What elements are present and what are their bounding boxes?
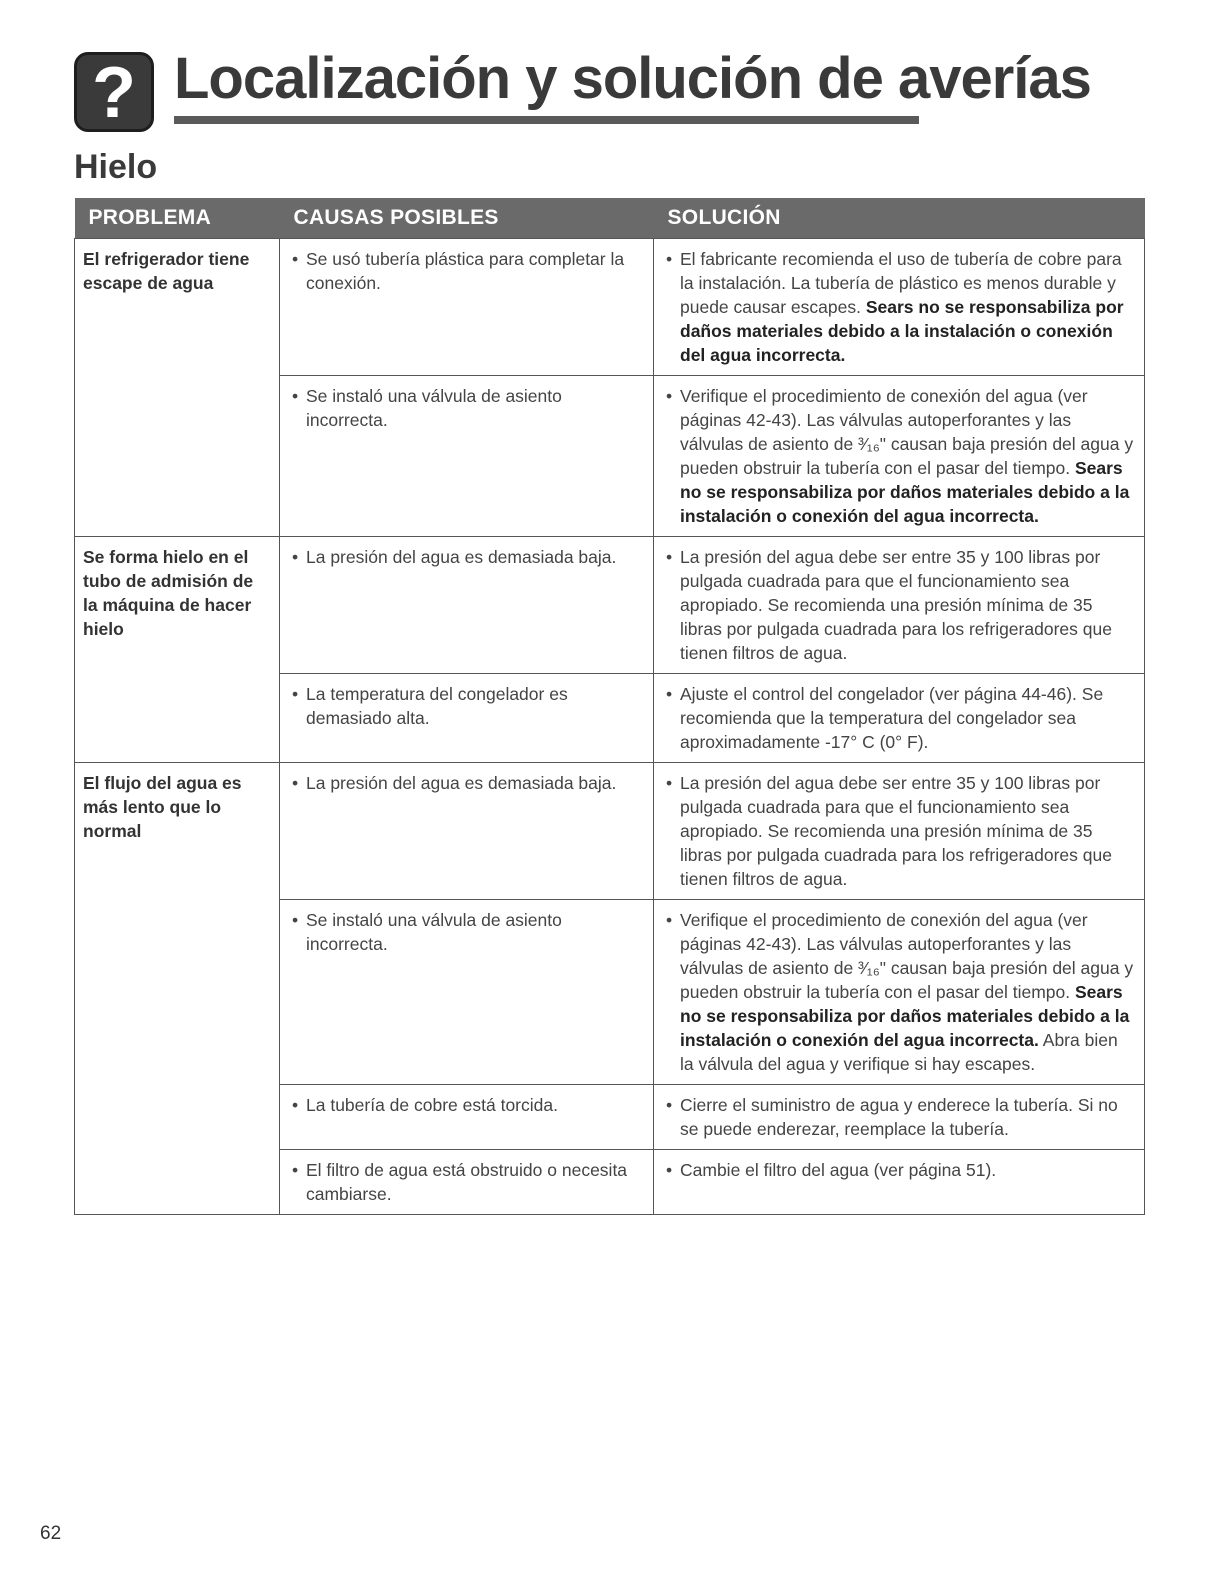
solution-main: Ajuste el control del congelador (ver página 44-46). Se recomienda que la temperatura del congelador sea aproximadamente -17° C (0° F). — [680, 684, 1104, 752]
problem-cell: El refrigerador tiene escape de agua — [75, 239, 280, 537]
solution-cell — [654, 1085, 1145, 1150]
solution-cell — [654, 537, 1145, 674]
table-row — [75, 239, 1145, 376]
solution-main: Verifique el procedimiento de conexión del agua (ver páginas 42-43). Las válvulas autoperforantes y las válvulas de asiento de ³⁄₁₆" causan baja presión del agua y pueden obstruir la tubería con el pasar del tiempo. — [680, 386, 1134, 478]
cause-text: • La presión del agua es demasiada baja. — [288, 545, 645, 569]
cause-cell — [280, 1085, 654, 1150]
solution-warning: Sears no se responsabiliza por daños materiales debido a la instalación o conexión del agua incorrecta. — [680, 458, 1130, 526]
solution-text — [662, 908, 1136, 1076]
cause-text: • Se instaló una válvula de asiento incorrecta. — [288, 384, 645, 432]
solution-cell — [654, 1150, 1145, 1215]
solution-warning: Sears no se responsabiliza por daños materiales debido a la instalación o conexión del agua incorrecta. — [680, 982, 1130, 1050]
cause-cell — [280, 674, 654, 763]
cause-cell — [280, 537, 654, 674]
solution-main: Verifique el procedimiento de conexión del agua (ver páginas 42-43). Las válvulas autoperforantes y las válvulas de asiento de ³⁄₁₆" causan baja presión del agua y pueden obstruir la tubería con el pasar del tiempo. — [680, 910, 1134, 1002]
cause-text: • La temperatura del congelador es demasiado alta. — [288, 682, 645, 730]
header-solution: SOLUCIÓN — [654, 198, 1145, 239]
solution-text — [662, 771, 1136, 891]
header-causes: CAUSAS POSIBLES — [280, 198, 654, 239]
cause-cell — [280, 900, 654, 1085]
solution-main: La presión del agua debe ser entre 35 y 100 libras por pulgada cuadrada para que el funcionamiento sea apropiado. Se recomienda una presión mínima de 35 libras por pulgada cuadrada para los refrigeradores que tienen filtros de agua. — [680, 547, 1112, 663]
page-number: 62 — [40, 1523, 62, 1544]
solution-cell — [654, 674, 1145, 763]
solution-warning: Sears no se responsabiliza por daños materiales debido a la instalación o conexión del agua incorrecta. — [680, 297, 1124, 365]
cause-cell — [280, 376, 654, 537]
solution-main: Cambie el filtro del agua (ver página 51). — [680, 1160, 997, 1180]
cause-text: • El filtro de agua está obstruido o necesita cambiarse. — [288, 1158, 645, 1206]
cause-cell — [280, 239, 654, 376]
solution-text — [662, 545, 1136, 665]
table-row — [75, 763, 1145, 900]
troubleshooting-table — [74, 198, 1145, 1215]
solution-text — [662, 682, 1136, 754]
table-header-row — [75, 198, 1145, 239]
section-title: Hielo — [74, 148, 158, 186]
cause-text: • La tubería de cobre está torcida. — [288, 1093, 645, 1117]
solution-main: El fabricante recomienda el uso de tubería de cobre para la instalación. La tubería de plástico es menos durable y puede causar escapes. — [680, 249, 1122, 317]
solution-cell — [654, 376, 1145, 537]
problem-cell: El flujo del agua es más lento que lo normal — [75, 763, 280, 1215]
cause-cell — [280, 763, 654, 900]
title-underline — [174, 116, 919, 124]
page-title: Localización y solución de averías — [174, 46, 1091, 111]
solution-cell — [654, 900, 1145, 1085]
solution-cell — [654, 763, 1145, 900]
solution-text — [662, 384, 1136, 528]
cause-cell — [280, 1150, 654, 1215]
solution-tail: Abra bien la válvula del agua y verifique si hay escapes. — [680, 1030, 1118, 1074]
solution-text — [662, 1158, 1136, 1182]
solution-cell — [654, 239, 1145, 376]
cause-text: • La presión del agua es demasiada baja. — [288, 771, 645, 795]
solution-text — [662, 1093, 1136, 1141]
problem-cell: Se forma hielo en el tubo de admisión de la máquina de hacer hielo — [75, 537, 280, 763]
table-body — [75, 239, 1145, 1215]
solution-text — [662, 247, 1136, 367]
question-mark-icon: ? — [74, 52, 154, 132]
solution-main: Cierre el suministro de agua y enderece la tubería. Si no se puede enderezar, reemplace la tubería. — [680, 1095, 1118, 1139]
table-row — [75, 537, 1145, 674]
cause-text: • Se instaló una válvula de asiento incorrecta. — [288, 908, 645, 956]
solution-main: La presión del agua debe ser entre 35 y 100 libras por pulgada cuadrada para que el funcionamiento sea apropiado. Se recomienda una presión mínima de 35 libras por pulgada cuadrada para los refrigeradores que tienen filtros de agua. — [680, 773, 1112, 889]
cause-text: • Se usó tubería plástica para completar la conexión. — [288, 247, 645, 295]
header-problem: PROBLEMA — [75, 198, 280, 239]
page-header — [74, 42, 1091, 133]
